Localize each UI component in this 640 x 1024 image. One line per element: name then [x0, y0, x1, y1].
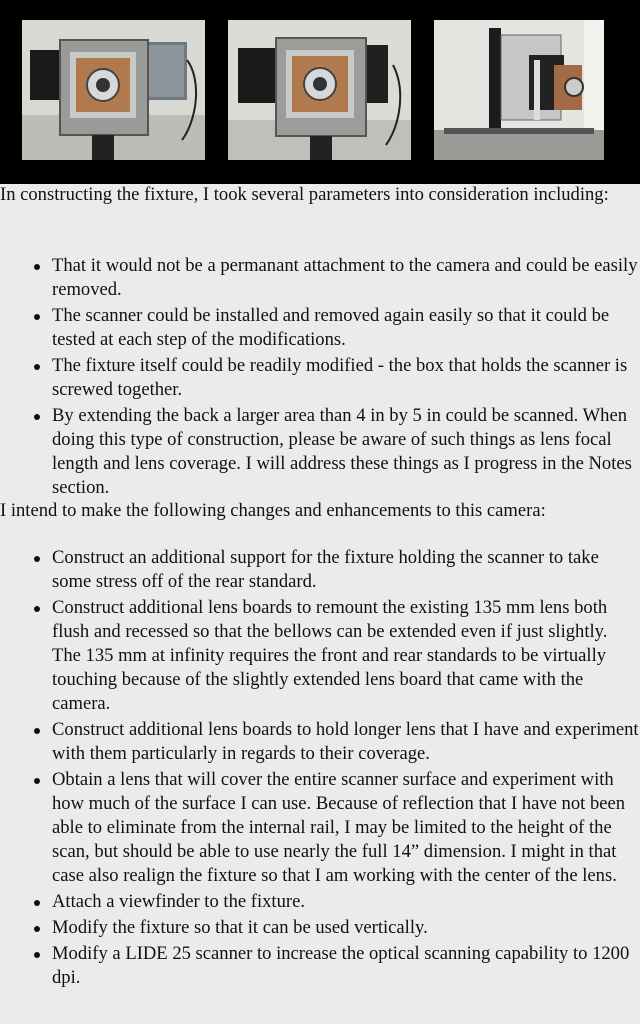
photo-strip — [0, 0, 640, 184]
camera-front-photo-alt — [228, 20, 411, 160]
change-item: Construct an additional support for the fixture holding the scanner to take some stress off of the rear standard. — [52, 546, 640, 594]
intent-text: I intend to make the following changes and enhancements to this camera: — [0, 500, 546, 521]
change-item: Construct additional lens boards to hold longer lens that I have and experiment with them particularly in regards to their coverage. — [52, 719, 639, 764]
intro-paragraph — [0, 183, 640, 207]
change-item: Obtain a lens that will cover the entire scanner surface and experiment with how much of the surface I can use. Because of reflection that I have not been able to eliminate from the internal rail, I may be limited to the height of the scan, but should be able to use nearly the full 14” dimension. I might in that case also realign the fixture so that I am working with the center of the lens. — [52, 768, 640, 888]
change-item: Construct additional lens boards to remount the existing 135 mm lens both flush and recessed so that the bellows can be extended even if just slightly. The 135 mm at infinity requires the front and rear standards to be virtually touching because of the slightly extended lens board that came with the camera. — [52, 596, 640, 716]
camera-front-photo — [22, 20, 205, 160]
parameter-item: By extending the back a larger area than 4 in by 5 in could be scanned. When doing this type of construction, please be aware of such things as lens focal length and lens coverage. I will address these things as I progress in the Notes section. — [52, 404, 640, 498]
change-item: Modify the fixture so that it can be used vertically. — [52, 916, 640, 940]
change-item: Attach a viewfinder to the fixture. — [52, 890, 640, 914]
parameters-list — [0, 254, 640, 498]
change-item: Modify a LIDE 25 scanner to increase the optical scanning capability to 1200 dpi. — [52, 942, 640, 990]
parameter-item: The scanner could be installed and removed again easily so that it could be tested at each step of the modifications. — [52, 304, 640, 352]
parameter-item: The fixture itself could be readily modified - the box that holds the scanner is screwed together. — [52, 354, 640, 402]
intro-text: In constructing the fixture, I took several parameters into consideration including: — [0, 184, 609, 205]
changes-list — [0, 546, 640, 992]
parameter-item: That it would not be a permanant attachment to the camera and could be easily removed. — [52, 254, 640, 302]
intent-paragraph — [0, 499, 640, 523]
camera-side-photo — [434, 20, 604, 160]
